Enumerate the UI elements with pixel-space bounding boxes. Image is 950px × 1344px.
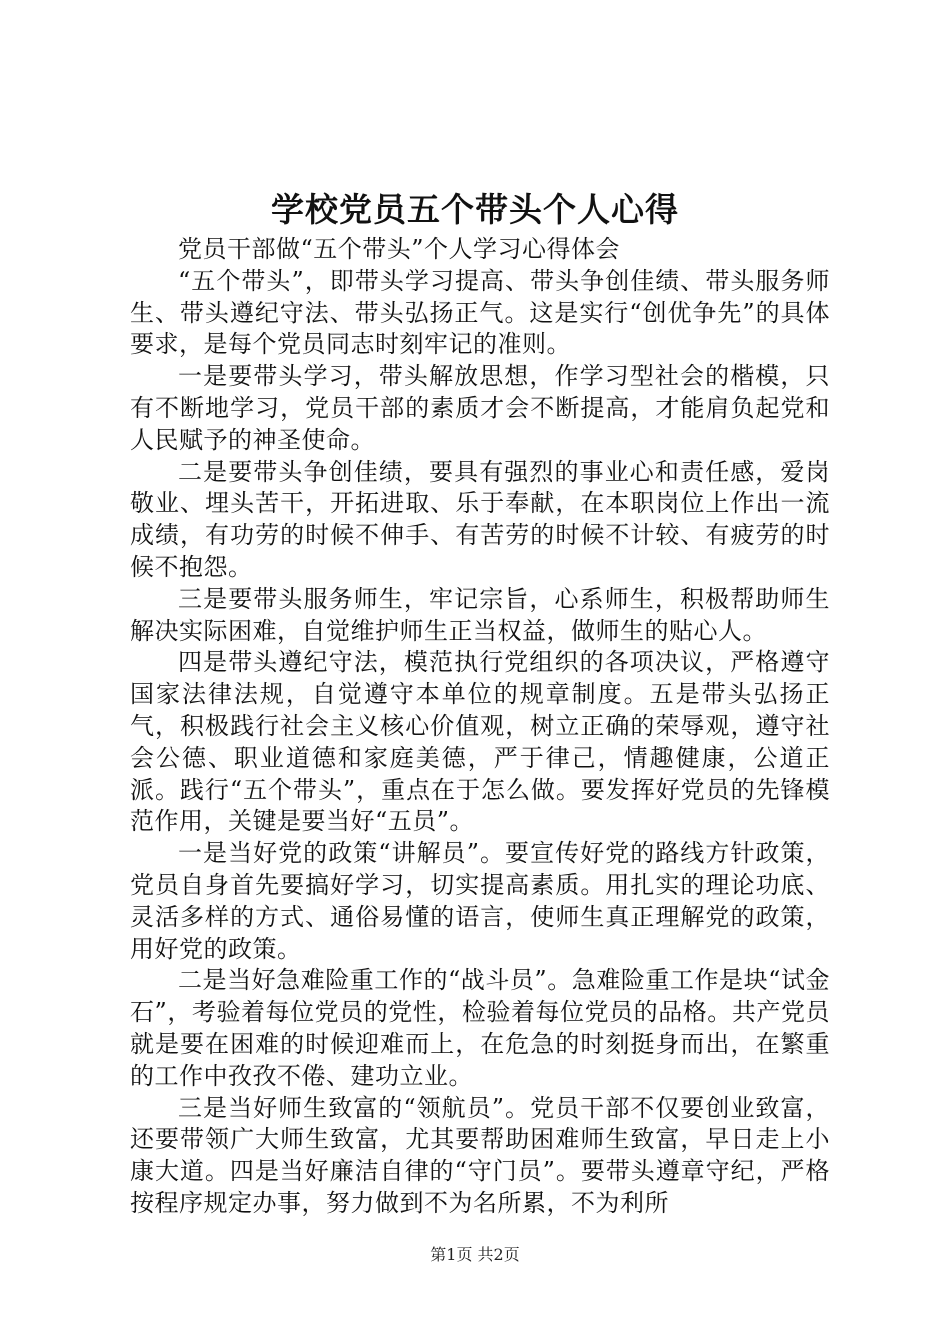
paragraph: 一是当好党的政策“讲解员”。要宣传好党的路线方针政策，党员自身首先要搞好学习，切实提高素质。用扎实的理论功底、灵活多样的方式、通俗易懂的语言，使师生真正理解党的政策，用好党的政策。 xyxy=(130,839,830,963)
document-title: 学校党员五个带头个人心得 xyxy=(271,190,679,229)
paragraph-subtitle: 党员干部做“五个带头”个人学习心得体会 xyxy=(178,235,621,263)
paragraph: 二是要带头争创佳绩，要具有强烈的事业心和责任感，爱岗敬业、埋头苦干，开拓进取、乐于奉献，在本职岗位上作出一流成绩，有功劳的时候不伸手、有苦劳的时候不计较、有疲劳的时候不抱怨。 xyxy=(130,457,830,581)
paragraph: 一是要带头学习，带头解放思想，作学习型社会的楷模，只有不断地学习，党员干部的素质才会不断提高，才能肩负起党和人民赋予的神圣使命。 xyxy=(130,362,830,454)
paragraph: “五个带头”，即带头学习提高、带头争创佳绩、带头服务师生、带头遵纪守法、带头弘扬正气。这是实行“创优争先”的具体要求，是每个党员同志时刻牢记的准则。 xyxy=(130,266,830,359)
paragraph: 四是带头遵纪守法，模范执行党组织的各项决议，严格遵守国家法律法规，自觉遵守本单位的规章制度。五是带头弘扬正气，积极践行社会主义核心价值观，树立正确的荣辱观，遵守社会公德、职业道德和家庭美德，严于律己，情趣健康，公道正派。践行“五个带头”，重点在于怎么做。要发挥好党员的先锋模范作用，关键是要当好“五员”。 xyxy=(130,648,830,836)
document-body xyxy=(130,234,830,1220)
paragraph: 三是当好师生致富的“领航员”。党员干部不仅要创业致富，还要带领广大师生致富，尤其要帮助困难师生致富，早日走上小康大道。四是当好廉洁自律的“守门员”。要带头遵章守纪，严格按程序规定办事，努力做到不为名所累，不为利所 xyxy=(130,1093,830,1217)
paragraph: 三是要带头服务师生，牢记宗旨，心系师生，积极帮助师生解决实际困难，自觉维护师生正当权益，做师生的贴心人。 xyxy=(130,584,830,645)
page-number-footer: 第1页 共2页 xyxy=(430,1245,520,1264)
paragraph: 二是当好急难险重工作的“战斗员”。急难险重工作是块“试金石”，考验着每位党员的党性，检验着每位党员的品格。共产党员就是要在困难的时候迎难而上，在危急的时刻挺身而出，在繁重的工作中孜孜不倦、建功立业。 xyxy=(130,966,830,1090)
